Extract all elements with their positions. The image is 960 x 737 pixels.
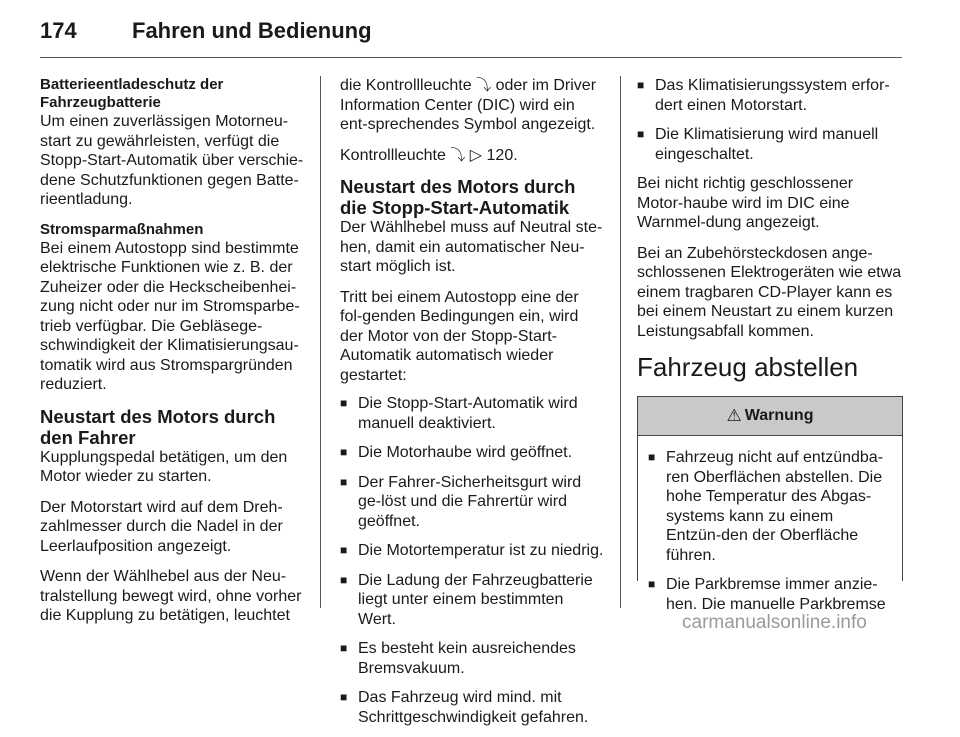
page-title: Fahren und Bedienung: [132, 18, 372, 43]
warning-header: [638, 397, 902, 436]
text: Kontrollleuchte: [340, 146, 446, 164]
column-2: [340, 76, 605, 737]
page-header: [40, 16, 900, 56]
list-item: ■ Der Fahrer-Sicherheitsgurt wird ge-löst und die Fahrertür wird geöffnet.: [340, 473, 605, 532]
column-3: [637, 76, 903, 613]
text: oder im Driver Information Center (DIC) wird ein ent-sprechendes Symbol angezeigt.: [340, 77, 597, 133]
text: die Kontrollleuchte: [340, 77, 472, 94]
warning-list: [648, 448, 892, 614]
list-item: ■ Das Klimatisierungssystem erfor-dert einen Motorstart.: [637, 76, 903, 115]
list-item: ■ Die Klimatisierung wird manuell eingeschaltet.: [637, 125, 903, 164]
paragraph: [340, 146, 605, 166]
paragraph: Bei einem Autostopp sind bestimmte elektrische Funktionen wie z. B. der Zuheizer oder die Heckscheibenhei-zung nicht oder nur im Stromsparbe-trieb verfügbar. Die Gebläsege-schwindigkeit der Klimatisierungsau-tomatik wird aus Stromspargründen reduziert.: [40, 239, 300, 393]
paragraph: Kupplungspedal betätigen, um den Motor wieder zu starten.: [40, 448, 288, 485]
section-heading-auto-restart: Neustart des Motors durch die Stopp-Start-Automatik: [340, 176, 576, 218]
list-item: ■ Die Motortemperatur ist zu niedrig.: [340, 541, 605, 561]
list-item: ■ Die Motorhaube wird geöffnet.: [340, 443, 605, 463]
list-item: ■ Die Stopp-Start-Automatik wird manuell deaktiviert.: [340, 394, 605, 433]
paragraph: Der Motorstart wird auf dem Dreh-zahlmesser durch die Nadel in der Leerlaufposition angezeigt.: [40, 498, 283, 555]
list-item: ■ Es besteht kein ausreichendes Bremsvakuum.: [340, 639, 605, 678]
watermark: carmanualsonline.info: [682, 612, 867, 633]
header-divider: [40, 57, 902, 58]
paragraph: Tritt bei einem Autostopp eine der fol-genden Bedingungen ein, wird der Motor von der Stopp-Start-Automatik automatisch wieder gestartet:: [340, 288, 579, 384]
warning-body: [638, 436, 902, 614]
column-1: [40, 76, 312, 637]
list-item: ■ Die Ladung der Fahrzeugbatterie liegt unter einem bestimmten Wert.: [340, 571, 605, 630]
section-heading-battery: Batterieentladeschutz der Fahrzeugbatterie: [40, 76, 224, 111]
list-item: ■ Das Fahrzeug wird mind. mit Schrittgeschwindigkeit gefahren.: [340, 688, 605, 727]
section-heading-driver-restart: Neustart des Motors durch den Fahrer: [40, 405, 276, 448]
paragraph: Der Wählhebel muss auf Neutral ste-hen, damit ein automatischer Neu-start möglich ist.: [340, 219, 603, 275]
paragraph: Bei an Zubehörsteckdosen ange-schlossenen Elektrogeräten wie etwa einem tragbaren CD-Player kann es bei einem Neustart zu einem kurzen Leistungsabfall kommen.: [637, 244, 902, 340]
restart-conditions-list: [340, 394, 605, 727]
page-reference-link[interactable]: 120.: [486, 146, 518, 164]
section-heading-parking: Fahrzeug abstellen: [637, 352, 859, 382]
reference-arrow-icon: ▷: [469, 146, 483, 164]
paragraph: Um einen zuverlässigen Motorneu-start zu gewährleisten, verfügt die Stopp-Start-Automatik über verschie-dene Schutzfunktionen gegen Batte-rieentladung.: [40, 113, 304, 208]
list-item: ■ Die Parkbremse immer anzie-hen. Die manuelle Parkbremse: [648, 575, 892, 614]
page-number: 174: [40, 18, 77, 43]
warning-title: Warnung: [744, 407, 814, 425]
section-heading-power-saving: Stromsparmaßnahmen: [40, 220, 204, 238]
column-divider-2: [620, 76, 621, 608]
warning-triangle-icon: ⚠: [726, 406, 742, 426]
list-item: ■ Fahrzeug nicht auf entzündba-ren Oberflächen abstellen. Die hohe Temperatur des Abgas-systems kann zu einem Entzün-den der Oberfläche führen.: [648, 448, 892, 565]
paragraph: Bei nicht richtig geschlossener Motor-haube wird im DIC eine Warnmel-dung angezeigt.: [637, 175, 854, 231]
engine-stop-lamp-icon: ⤵: [476, 77, 492, 94]
column-divider-1: [320, 76, 321, 608]
warning-box: [637, 396, 903, 613]
engine-stop-lamp-icon: ⤵: [450, 146, 466, 164]
restart-conditions-list-continued: [637, 76, 903, 164]
paragraph: [340, 76, 605, 135]
paragraph: Wenn der Wählhebel aus der Neu-tralstellung bewegt wird, ohne vorher die Kupplung zu betätigen, leuchtet: [40, 568, 302, 624]
